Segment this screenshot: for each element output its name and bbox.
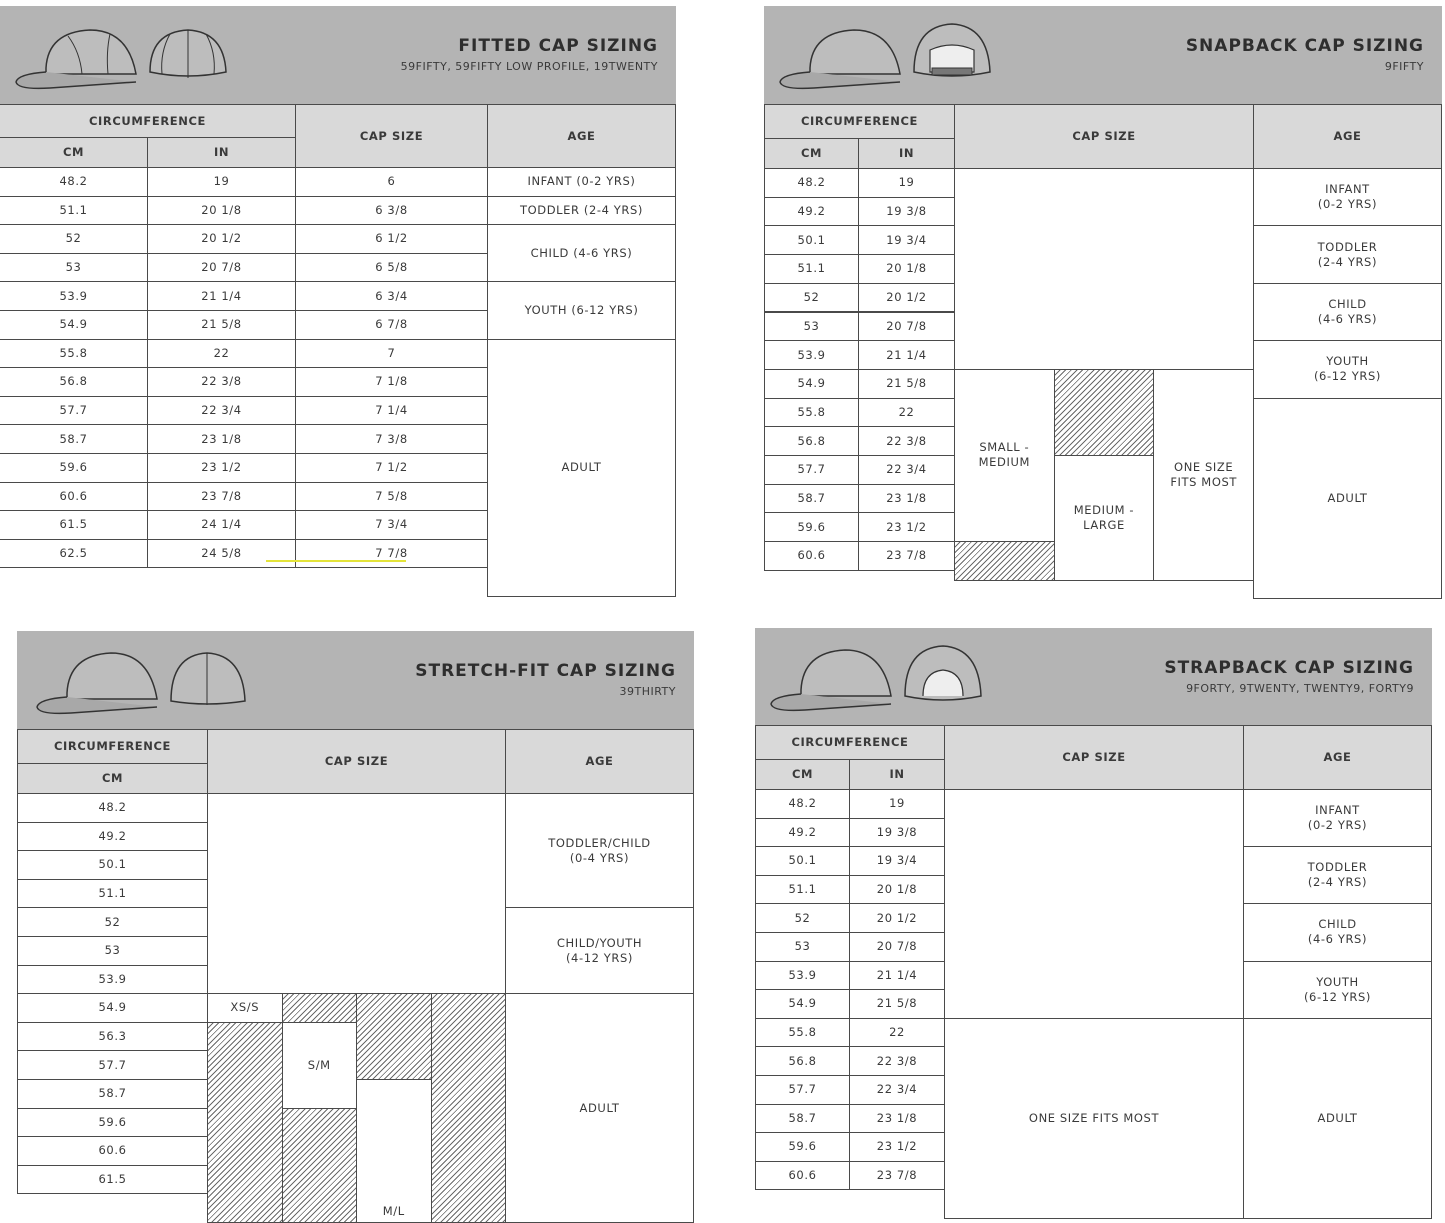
strapback-subtitle: 9FORTY, 9TWENTY, TWENTY9, FORTY9 [1186,682,1414,695]
fitted-header [0,6,676,104]
header-age: AGE [1243,725,1432,790]
cap-size-cell: 6 1/2 [295,224,488,254]
cap-size-cell: 7 [295,339,488,369]
stretch-fit-cap-icon [31,637,261,727]
cap-size-cell: 6 3/4 [295,281,488,311]
header-in: IN [147,137,296,168]
in-cell: 21 5/8 [858,369,955,399]
in-cell: 24 5/8 [147,539,296,569]
age-cell: TODDLER (2-4 YRS) [487,196,676,226]
cm-cell: 57.7 [755,1075,850,1105]
age-cell: CHILD/YOUTH (4-12 YRS) [505,907,694,994]
in-cell: 20 1/8 [147,196,296,226]
cm-cell: 50.1 [764,225,859,255]
snapback-cap-sizing-panel [764,6,1442,561]
header-age: AGE [487,104,676,168]
cm-cell: 48.2 [755,789,850,819]
age-cell: TODDLER/CHILD (0-4 YRS) [505,793,694,908]
cm-cell: 58.7 [0,424,148,454]
in-cell: 22 3/4 [858,455,955,485]
size-xs-s: XS/S [207,993,283,1023]
in-cell: 20 1/8 [858,254,955,284]
in-cell: 22 3/4 [147,396,296,426]
size-small-medium: SMALL - MEDIUM [954,369,1055,542]
header-cm: CM [17,763,208,794]
cm-cell: 53 [764,312,859,342]
in-cell: 23 1/8 [858,484,955,514]
cm-cell: 59.6 [755,1132,850,1162]
in-cell: 21 5/8 [849,989,945,1019]
blank-cell [207,793,506,994]
in-cell: 20 1/2 [849,903,945,933]
cap-size-cell: 7 1/4 [295,396,488,426]
in-cell: 19 3/8 [849,818,945,848]
in-cell: 22 3/4 [849,1075,945,1105]
in-cell: 21 5/8 [147,310,296,340]
in-cell: 19 [858,168,955,198]
cm-cell: 56.8 [764,426,859,456]
cap-size-cell: 7 5/8 [295,482,488,512]
cap-size-cell: 7 3/8 [295,424,488,454]
cm-cell: 56.3 [17,1022,208,1052]
cap-side-and-back-icon [10,12,240,102]
size-s-m: S/M [282,1022,358,1109]
in-cell: 22 3/8 [147,367,296,397]
cm-cell: 53.9 [0,281,148,311]
cm-cell: 57.7 [764,455,859,485]
cm-cell: 52 [764,283,859,313]
age-cell: YOUTH (6-12 YRS) [1243,961,1432,1019]
size-one-size-fits-most: ONE SIZE FITS MOST [1153,369,1254,581]
cm-cell: 60.6 [755,1161,850,1191]
age-cell: CHILD (4-6 YRS) [1253,283,1442,341]
header-cap-size: CAP SIZE [207,729,506,794]
cm-cell: 60.6 [17,1136,208,1166]
cm-cell: 53 [755,932,850,962]
age-cell: ADULT [505,993,694,1223]
header-cap-size: CAP SIZE [954,104,1254,169]
stretch-header [17,631,694,729]
header-age: AGE [505,729,694,794]
header-cap-size: CAP SIZE [295,104,488,168]
in-cell: 23 7/8 [858,541,955,571]
in-cell: 19 [147,167,296,197]
cap-size-cell: 7 1/2 [295,453,488,483]
age-cell: ADULT [1243,1018,1432,1219]
cm-cell: 57.7 [17,1050,208,1080]
cm-cell: 48.2 [764,168,859,198]
cm-cell: 51.1 [0,196,148,226]
header-circumference: CIRCUMFERENCE [17,729,208,764]
size-one-size-fits-most: ONE SIZE FITS MOST [944,1018,1244,1219]
cm-cell: 56.8 [755,1046,850,1076]
header-cm: CM [755,759,850,790]
age-cell: INFANT (0-2 YRS) [487,167,676,197]
cm-cell: 52 [17,907,208,937]
cm-cell: 51.1 [755,875,850,905]
in-cell: 23 1/2 [858,512,955,542]
fitted-title: FITTED CAP SIZING [458,36,658,56]
age-cell: INFANT (0-2 YRS) [1253,168,1442,226]
cm-cell: 54.9 [755,989,850,1019]
cm-cell: 59.6 [0,453,148,483]
age-cell: TODDLER (2-4 YRS) [1243,846,1432,904]
cm-cell: 55.8 [755,1018,850,1048]
in-cell: 20 7/8 [147,253,296,283]
cm-cell: 50.1 [17,850,208,880]
cm-cell: 53.9 [17,965,208,995]
cm-cell: 54.9 [17,993,208,1023]
cm-cell: 61.5 [17,1165,208,1195]
cm-cell: 51.1 [17,879,208,909]
in-cell: 20 7/8 [858,312,955,342]
blank-cell [944,789,1244,1019]
in-cell: 20 1/2 [147,224,296,254]
in-cell: 22 [147,339,296,369]
cm-cell: 57.7 [0,396,148,426]
cm-cell: 49.2 [755,818,850,848]
in-cell: 19 3/8 [858,197,955,227]
age-cell: TODDLER (2-4 YRS) [1253,225,1442,283]
cm-cell: 53 [17,936,208,966]
strapback-title: STRAPBACK CAP SIZING [1164,658,1414,678]
in-cell: 22 3/8 [849,1046,945,1076]
header-circumference: CIRCUMFERENCE [764,104,955,139]
cm-cell: 59.6 [17,1108,208,1138]
age-cell: YOUTH (6-12 YRS) [1253,340,1442,398]
cm-cell: 54.9 [764,369,859,399]
in-cell: 21 1/4 [147,281,296,311]
age-cell: ADULT [1253,398,1442,600]
hatch-cell [1054,369,1155,456]
in-cell: 23 1/8 [849,1104,945,1134]
in-cell: 19 3/4 [849,846,945,876]
cap-size-cell: 6 3/8 [295,196,488,226]
fitted-cap-sizing-panel [0,6,676,563]
hatch-cell [282,993,358,1023]
cm-cell: 55.8 [0,339,148,369]
in-cell: 22 [858,398,955,428]
header-cm: CM [0,137,148,168]
cm-cell: 58.7 [17,1079,208,1109]
snapback-cap-icon [774,12,1004,102]
cm-cell: 58.7 [755,1104,850,1134]
in-cell: 19 3/4 [858,225,955,255]
cm-cell: 56.8 [0,367,148,397]
cm-cell: 53.9 [755,961,850,991]
snapback-title: SNAPBACK CAP SIZING [1185,36,1424,56]
cm-cell: 49.2 [17,822,208,852]
header-age: AGE [1253,104,1442,169]
cm-cell: 61.5 [0,510,148,540]
age-cell: YOUTH (6-12 YRS) [487,281,676,339]
hatch-cell [207,1022,283,1223]
cap-size-cell: 6 5/8 [295,253,488,283]
in-cell: 21 1/4 [858,340,955,370]
fitted-subtitle: 59FIFTY, 59FIFTY LOW PROFILE, 19TWENTY [400,60,658,73]
in-cell: 23 1/2 [147,453,296,483]
cap-size-cell: 6 7/8 [295,310,488,340]
hatch-cell [282,1108,358,1223]
cm-cell: 53.9 [764,340,859,370]
blank-cell [954,168,1254,370]
header-in: IN [849,759,945,790]
age-cell: ADULT [487,339,676,597]
cap-size-cell: 7 3/4 [295,510,488,540]
cm-cell: 49.2 [764,197,859,227]
cm-cell: 52 [0,224,148,254]
size-medium-large: MEDIUM - LARGE [1054,455,1155,581]
cap-size-cell: 6 [295,167,488,197]
in-cell: 23 7/8 [147,482,296,512]
stretch-fit-cap-sizing-panel [17,631,694,1218]
header-circumference: CIRCUMFERENCE [755,725,945,760]
cm-cell: 60.6 [0,482,148,512]
cm-cell: 54.9 [0,310,148,340]
strapback-header [755,628,1432,725]
hatch-cell [356,993,432,1080]
size-m-l: M/L [356,1079,432,1223]
in-cell: 21 1/4 [849,961,945,991]
cm-cell: 50.1 [755,846,850,876]
in-cell: 22 3/8 [858,426,955,456]
cap-size-cell: 7 1/8 [295,367,488,397]
header-cm: CM [764,138,859,169]
cap-size-cell: 7 7/8 [295,539,488,569]
in-cell: 19 [849,789,945,819]
hatch-cell [954,541,1055,581]
age-cell: INFANT (0-2 YRS) [1243,789,1432,847]
strapback-cap-sizing-panel [755,628,1432,1181]
cm-cell: 55.8 [764,398,859,428]
cm-cell: 59.6 [764,512,859,542]
in-cell: 23 1/8 [147,424,296,454]
stretch-subtitle: 39THIRTY [619,685,676,698]
highlight-underline [266,560,406,562]
in-cell: 24 1/4 [147,510,296,540]
cm-cell: 48.2 [17,793,208,823]
cm-cell: 62.5 [0,539,148,569]
age-cell: CHILD (4-6 YRS) [487,224,676,282]
header-in: IN [858,138,955,169]
in-cell: 20 7/8 [849,932,945,962]
cm-cell: 53 [0,253,148,283]
in-cell: 23 7/8 [849,1161,945,1191]
in-cell: 20 1/8 [849,875,945,905]
cm-cell: 51.1 [764,254,859,284]
cm-cell: 52 [755,903,850,933]
stretch-title: STRETCH-FIT CAP SIZING [415,661,676,681]
cm-cell: 58.7 [764,484,859,514]
snapback-subtitle: 9FIFTY [1384,60,1424,73]
header-circumference: CIRCUMFERENCE [0,104,296,138]
in-cell: 20 1/2 [858,283,955,313]
in-cell: 23 1/2 [849,1132,945,1162]
cm-cell: 60.6 [764,541,859,571]
header-cap-size: CAP SIZE [944,725,1244,790]
snapback-header [764,6,1442,104]
strapback-cap-icon [765,634,995,724]
in-cell: 22 [849,1018,945,1048]
hatch-cell [431,993,507,1223]
cm-cell: 48.2 [0,167,148,197]
age-cell: CHILD (4-6 YRS) [1243,903,1432,961]
